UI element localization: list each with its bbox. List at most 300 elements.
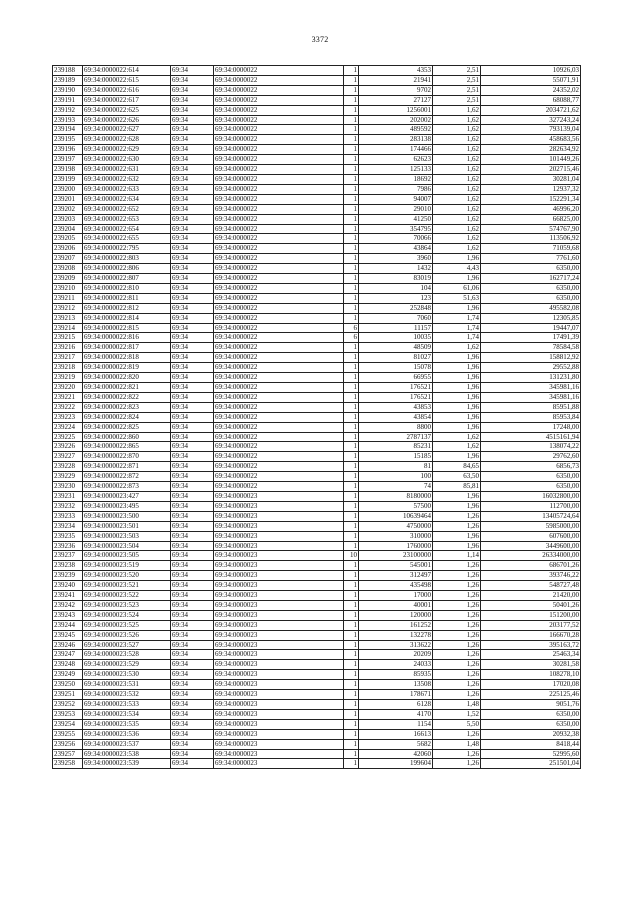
cell-quarter: 69:34:0000022 [214, 66, 344, 76]
cell-value: 20932,38 [481, 729, 581, 739]
cell-num: 239191 [53, 95, 83, 105]
cell-value: 131231,80 [481, 373, 581, 383]
table-row [53, 749, 581, 759]
cell-quarter: 69:34:0000023 [214, 739, 344, 749]
table-row [53, 234, 581, 244]
cell-count: 1 [344, 462, 359, 472]
cell-count: 1 [344, 313, 359, 323]
cell-value: 793139,04 [481, 125, 581, 135]
cell-value: 548727,48 [481, 581, 581, 591]
cell-district: 69:34 [171, 115, 214, 125]
cell-district: 69:34 [171, 155, 214, 165]
cell-code: 69:34:0000022:652 [83, 204, 171, 214]
cell-area: 161252 [359, 620, 433, 630]
cell-code: 69:34:0000022:825 [83, 422, 171, 432]
cell-quarter: 69:34:0000022 [214, 343, 344, 353]
table-row [53, 551, 581, 561]
cell-count: 1 [344, 214, 359, 224]
cell-value: 203177,52 [481, 620, 581, 630]
cell-area: 29010 [359, 204, 433, 214]
cell-code: 69:34:0000023:526 [83, 630, 171, 640]
cell-area: 199604 [359, 759, 433, 769]
cell-area: 5682 [359, 739, 433, 749]
cell-count: 1 [344, 531, 359, 541]
cell-value: 3449600,00 [481, 541, 581, 551]
cell-num: 239212 [53, 303, 83, 313]
cell-count: 1 [344, 581, 359, 591]
cell-value: 6350,00 [481, 293, 581, 303]
cell-count: 1 [344, 719, 359, 729]
cell-quarter: 69:34:0000022 [214, 333, 344, 343]
cell-num: 239188 [53, 66, 83, 76]
cell-num: 239196 [53, 145, 83, 155]
cell-district: 69:34 [171, 452, 214, 462]
cell-area: 1154 [359, 719, 433, 729]
cell-count: 1 [344, 293, 359, 303]
cell-district: 69:34 [171, 234, 214, 244]
cell-count: 1 [344, 442, 359, 452]
cell-quarter: 69:34:0000022 [214, 234, 344, 244]
cell-district: 69:34 [171, 85, 214, 95]
cell-value: 25463,34 [481, 650, 581, 660]
cell-area: 1760000 [359, 541, 433, 551]
cell-num: 239209 [53, 274, 83, 284]
cell-count: 1 [344, 472, 359, 482]
cell-count: 1 [344, 363, 359, 373]
cell-value: 345981,16 [481, 383, 581, 393]
cell-district: 69:34 [171, 709, 214, 719]
cell-count: 1 [344, 660, 359, 670]
cell-district: 69:34 [171, 531, 214, 541]
cell-quarter: 69:34:0000023 [214, 600, 344, 610]
cell-num: 239206 [53, 244, 83, 254]
cell-rate: 1,96 [433, 491, 481, 501]
cell-count: 1 [344, 373, 359, 383]
cell-rate: 1,96 [433, 402, 481, 412]
cell-num: 239195 [53, 135, 83, 145]
cell-rate: 1,62 [433, 105, 481, 115]
cell-num: 239207 [53, 254, 83, 264]
cell-count: 1 [344, 482, 359, 492]
cell-value: 282634,92 [481, 145, 581, 155]
cell-num: 239227 [53, 452, 83, 462]
cell-area: 70066 [359, 234, 433, 244]
cell-count: 1 [344, 422, 359, 432]
cell-area: 8800 [359, 422, 433, 432]
cell-count: 1 [344, 501, 359, 511]
cell-count: 1 [344, 95, 359, 105]
table-row [53, 115, 581, 125]
cell-district: 69:34 [171, 640, 214, 650]
cell-count: 1 [344, 650, 359, 660]
cell-code: 69:34:0000022:795 [83, 244, 171, 254]
table-row [53, 392, 581, 402]
table-row [53, 719, 581, 729]
cell-code: 69:34:0000022:633 [83, 184, 171, 194]
cell-district: 69:34 [171, 224, 214, 234]
cell-num: 239254 [53, 719, 83, 729]
cell-code: 69:34:0000022:614 [83, 66, 171, 76]
cell-count: 1 [344, 283, 359, 293]
cell-value: 6350,00 [481, 283, 581, 293]
cell-district: 69:34 [171, 254, 214, 264]
cell-quarter: 69:34:0000023 [214, 680, 344, 690]
cell-count: 1 [344, 690, 359, 700]
cell-count: 1 [344, 234, 359, 244]
cell-code: 69:34:0000023:500 [83, 511, 171, 521]
cell-area: 17000 [359, 591, 433, 601]
cell-district: 69:34 [171, 561, 214, 571]
cell-num: 239245 [53, 630, 83, 640]
cell-rate: 1,26 [433, 749, 481, 759]
cell-district: 69:34 [171, 432, 214, 442]
cell-rate: 1,62 [433, 244, 481, 254]
cell-num: 239250 [53, 680, 83, 690]
cell-area: 104 [359, 283, 433, 293]
cell-district: 69:34 [171, 293, 214, 303]
cell-area: 40001 [359, 600, 433, 610]
cell-num: 239199 [53, 174, 83, 184]
cell-num: 239235 [53, 531, 83, 541]
cell-rate: 1,48 [433, 739, 481, 749]
cell-count: 1 [344, 511, 359, 521]
cell-code: 69:34:0000023:521 [83, 581, 171, 591]
cell-area: 85935 [359, 670, 433, 680]
cell-quarter: 69:34:0000023 [214, 640, 344, 650]
cell-quarter: 69:34:0000022 [214, 95, 344, 105]
table-row [53, 422, 581, 432]
cell-num: 239203 [53, 214, 83, 224]
cell-code: 69:34:0000022:617 [83, 95, 171, 105]
table-row [53, 353, 581, 363]
cell-count: 1 [344, 392, 359, 402]
table-row [53, 75, 581, 85]
cell-quarter: 69:34:0000023 [214, 620, 344, 630]
cell-rate: 1,62 [433, 204, 481, 214]
cell-quarter: 69:34:0000023 [214, 581, 344, 591]
cell-value: 13405724,64 [481, 511, 581, 521]
cell-value: 6350,00 [481, 472, 581, 482]
cell-count: 1 [344, 412, 359, 422]
cell-quarter: 69:34:0000022 [214, 402, 344, 412]
cell-num: 239230 [53, 482, 83, 492]
cell-value: 345981,16 [481, 392, 581, 402]
cell-code: 69:34:0000022:625 [83, 105, 171, 115]
cell-count: 1 [344, 670, 359, 680]
table-row [53, 482, 581, 492]
cell-district: 69:34 [171, 323, 214, 333]
cell-num: 239246 [53, 640, 83, 650]
cell-area: 81027 [359, 353, 433, 363]
cell-area: 178671 [359, 690, 433, 700]
cell-count: 1 [344, 274, 359, 284]
cell-quarter: 69:34:0000022 [214, 204, 344, 214]
cell-district: 69:34 [171, 521, 214, 531]
cell-rate: 1,14 [433, 551, 481, 561]
cell-area: 489592 [359, 125, 433, 135]
cell-code: 69:34:0000023:528 [83, 650, 171, 660]
cell-district: 69:34 [171, 373, 214, 383]
cell-count: 1 [344, 571, 359, 581]
cell-code: 69:34:0000022:817 [83, 343, 171, 353]
cell-quarter: 69:34:0000022 [214, 214, 344, 224]
cell-rate: 1,74 [433, 333, 481, 343]
cell-rate: 1,26 [433, 521, 481, 531]
cell-district: 69:34 [171, 283, 214, 293]
cell-area: 8180000 [359, 491, 433, 501]
cell-rate: 5,50 [433, 719, 481, 729]
table-row [53, 442, 581, 452]
cell-num: 239251 [53, 690, 83, 700]
table-row [53, 700, 581, 710]
table-row [53, 541, 581, 551]
cell-district: 69:34 [171, 274, 214, 284]
cell-value: 5985000,00 [481, 521, 581, 531]
table-body [53, 66, 581, 769]
cell-rate: 61,06 [433, 283, 481, 293]
cell-rate: 1,26 [433, 670, 481, 680]
cell-count: 1 [344, 452, 359, 462]
table-row [53, 125, 581, 135]
cell-value: 4515161,94 [481, 432, 581, 442]
cell-value: 101449,26 [481, 155, 581, 165]
cell-count: 1 [344, 224, 359, 234]
cell-value: 24352,02 [481, 85, 581, 95]
cell-area: 43854 [359, 412, 433, 422]
table-row [53, 630, 581, 640]
cell-count: 1 [344, 165, 359, 175]
cell-rate: 1,62 [433, 194, 481, 204]
cell-rate: 1,96 [433, 303, 481, 313]
cell-code: 69:34:0000022:631 [83, 165, 171, 175]
cell-value: 574767,90 [481, 224, 581, 234]
table-row [53, 155, 581, 165]
cell-area: 42060 [359, 749, 433, 759]
cell-value: 21420,00 [481, 591, 581, 601]
cell-area: 9702 [359, 85, 433, 95]
cell-count: 1 [344, 343, 359, 353]
table-row [53, 709, 581, 719]
cell-count: 1 [344, 145, 359, 155]
cell-count: 1 [344, 125, 359, 135]
cell-quarter: 69:34:0000022 [214, 452, 344, 462]
cadastral-value-table [52, 65, 581, 769]
cell-count: 10 [344, 551, 359, 561]
cell-rate: 1,96 [433, 363, 481, 373]
cell-num: 239192 [53, 105, 83, 115]
cell-rate: 4,43 [433, 264, 481, 274]
cell-value: 8418,44 [481, 739, 581, 749]
cell-district: 69:34 [171, 739, 214, 749]
cell-area: 174466 [359, 145, 433, 155]
cell-code: 69:34:0000023:537 [83, 739, 171, 749]
table-row [53, 343, 581, 353]
cell-area: 435498 [359, 581, 433, 591]
cell-code: 69:34:0000023:504 [83, 541, 171, 551]
cell-count: 1 [344, 244, 359, 254]
cell-count: 1 [344, 541, 359, 551]
cell-num: 239190 [53, 85, 83, 95]
cell-district: 69:34 [171, 591, 214, 601]
cell-rate: 1,62 [433, 125, 481, 135]
cell-code: 69:34:0000022:615 [83, 75, 171, 85]
table-row [53, 135, 581, 145]
cell-quarter: 69:34:0000023 [214, 700, 344, 710]
cell-quarter: 69:34:0000023 [214, 491, 344, 501]
cell-rate: 1,62 [433, 442, 481, 452]
cell-quarter: 69:34:0000023 [214, 521, 344, 531]
cell-num: 239248 [53, 660, 83, 670]
cell-value: 7761,60 [481, 254, 581, 264]
cell-num: 239238 [53, 561, 83, 571]
table-row [53, 591, 581, 601]
cell-area: 15078 [359, 363, 433, 373]
cell-rate: 63,50 [433, 472, 481, 482]
cell-area: 20209 [359, 650, 433, 660]
cell-district: 69:34 [171, 491, 214, 501]
table-row [53, 363, 581, 373]
cell-num: 239237 [53, 551, 83, 561]
cell-code: 69:34:0000023:519 [83, 561, 171, 571]
cell-district: 69:34 [171, 482, 214, 492]
cell-quarter: 69:34:0000022 [214, 254, 344, 264]
cell-quarter: 69:34:0000022 [214, 353, 344, 363]
cell-district: 69:34 [171, 125, 214, 135]
cell-num: 239249 [53, 670, 83, 680]
table-row [53, 561, 581, 571]
cell-count: 1 [344, 174, 359, 184]
cell-district: 69:34 [171, 244, 214, 254]
cell-count: 1 [344, 630, 359, 640]
table-row [53, 165, 581, 175]
cell-rate: 1,26 [433, 640, 481, 650]
cell-district: 69:34 [171, 600, 214, 610]
cell-rate: 1,26 [433, 729, 481, 739]
cell-num: 239252 [53, 700, 83, 710]
cell-code: 69:34:0000022:810 [83, 283, 171, 293]
cell-quarter: 69:34:0000022 [214, 125, 344, 135]
cell-count: 1 [344, 184, 359, 194]
cell-quarter: 69:34:0000022 [214, 184, 344, 194]
cell-quarter: 69:34:0000022 [214, 472, 344, 482]
cell-rate: 1,26 [433, 620, 481, 630]
cell-district: 69:34 [171, 462, 214, 472]
cell-code: 69:34:0000023:523 [83, 600, 171, 610]
cell-code: 69:34:0000022:870 [83, 452, 171, 462]
cell-quarter: 69:34:0000023 [214, 690, 344, 700]
cell-code: 69:34:0000023:529 [83, 660, 171, 670]
cell-value: 26334000,00 [481, 551, 581, 561]
cell-code: 69:34:0000022:630 [83, 155, 171, 165]
cell-code: 69:34:0000022:871 [83, 462, 171, 472]
cell-num: 239234 [53, 521, 83, 531]
cell-area: 4170 [359, 709, 433, 719]
cell-district: 69:34 [171, 660, 214, 670]
cell-count: 1 [344, 66, 359, 76]
cell-code: 69:34:0000022:873 [83, 482, 171, 492]
cell-area: 202002 [359, 115, 433, 125]
cell-area: 83019 [359, 274, 433, 284]
cell-value: 17248,00 [481, 422, 581, 432]
cell-count: 1 [344, 155, 359, 165]
cell-num: 239197 [53, 155, 83, 165]
cell-district: 69:34 [171, 402, 214, 412]
cell-area: 313622 [359, 640, 433, 650]
cell-quarter: 69:34:0000022 [214, 264, 344, 274]
cell-rate: 1,96 [433, 501, 481, 511]
cell-area: 312497 [359, 571, 433, 581]
table-row [53, 224, 581, 234]
cell-value: 66825,00 [481, 214, 581, 224]
cell-district: 69:34 [171, 145, 214, 155]
cell-num: 239240 [53, 581, 83, 591]
cell-quarter: 69:34:0000022 [214, 283, 344, 293]
cell-area: 11157 [359, 323, 433, 333]
cell-code: 69:34:0000022:872 [83, 472, 171, 482]
cell-count: 1 [344, 729, 359, 739]
cell-area: 15185 [359, 452, 433, 462]
cell-num: 239253 [53, 709, 83, 719]
cell-quarter: 69:34:0000022 [214, 482, 344, 492]
cell-district: 69:34 [171, 670, 214, 680]
cell-value: 138074,22 [481, 442, 581, 452]
cell-code: 69:34:0000023:530 [83, 670, 171, 680]
cell-code: 69:34:0000022:634 [83, 194, 171, 204]
cell-value: 6350,00 [481, 264, 581, 274]
cell-area: 176521 [359, 383, 433, 393]
cell-district: 69:34 [171, 105, 214, 115]
cell-code: 69:34:0000023:532 [83, 690, 171, 700]
cell-value: 78584,58 [481, 343, 581, 353]
cell-code: 69:34:0000023:524 [83, 610, 171, 620]
table-row [53, 303, 581, 313]
cell-rate: 1,48 [433, 700, 481, 710]
cell-quarter: 69:34:0000023 [214, 630, 344, 640]
cell-quarter: 69:34:0000022 [214, 75, 344, 85]
cell-rate: 1,62 [433, 224, 481, 234]
cell-rate: 1,26 [433, 591, 481, 601]
cell-quarter: 69:34:0000022 [214, 274, 344, 284]
table-row [53, 610, 581, 620]
cell-area: 10639464 [359, 511, 433, 521]
cell-num: 239228 [53, 462, 83, 472]
table-row [53, 452, 581, 462]
cell-value: 16032800,00 [481, 491, 581, 501]
cell-quarter: 69:34:0000022 [214, 194, 344, 204]
cell-district: 69:34 [171, 95, 214, 105]
cell-code: 69:34:0000022:815 [83, 323, 171, 333]
cell-count: 1 [344, 749, 359, 759]
cell-count: 1 [344, 620, 359, 630]
cell-value: 395163,72 [481, 640, 581, 650]
cell-value: 251501,04 [481, 759, 581, 769]
cell-quarter: 69:34:0000022 [214, 442, 344, 452]
cell-district: 69:34 [171, 650, 214, 660]
cell-district: 69:34 [171, 363, 214, 373]
cell-code: 69:34:0000022:806 [83, 264, 171, 274]
cell-area: 176521 [359, 392, 433, 402]
cell-rate: 1,96 [433, 254, 481, 264]
cell-district: 69:34 [171, 392, 214, 402]
cell-area: 123 [359, 293, 433, 303]
cell-code: 69:34:0000023:495 [83, 501, 171, 511]
cell-rate: 1,96 [433, 392, 481, 402]
cell-count: 1 [344, 640, 359, 650]
cell-count: 1 [344, 75, 359, 85]
cell-district: 69:34 [171, 194, 214, 204]
cell-district: 69:34 [171, 620, 214, 630]
table-row [53, 293, 581, 303]
